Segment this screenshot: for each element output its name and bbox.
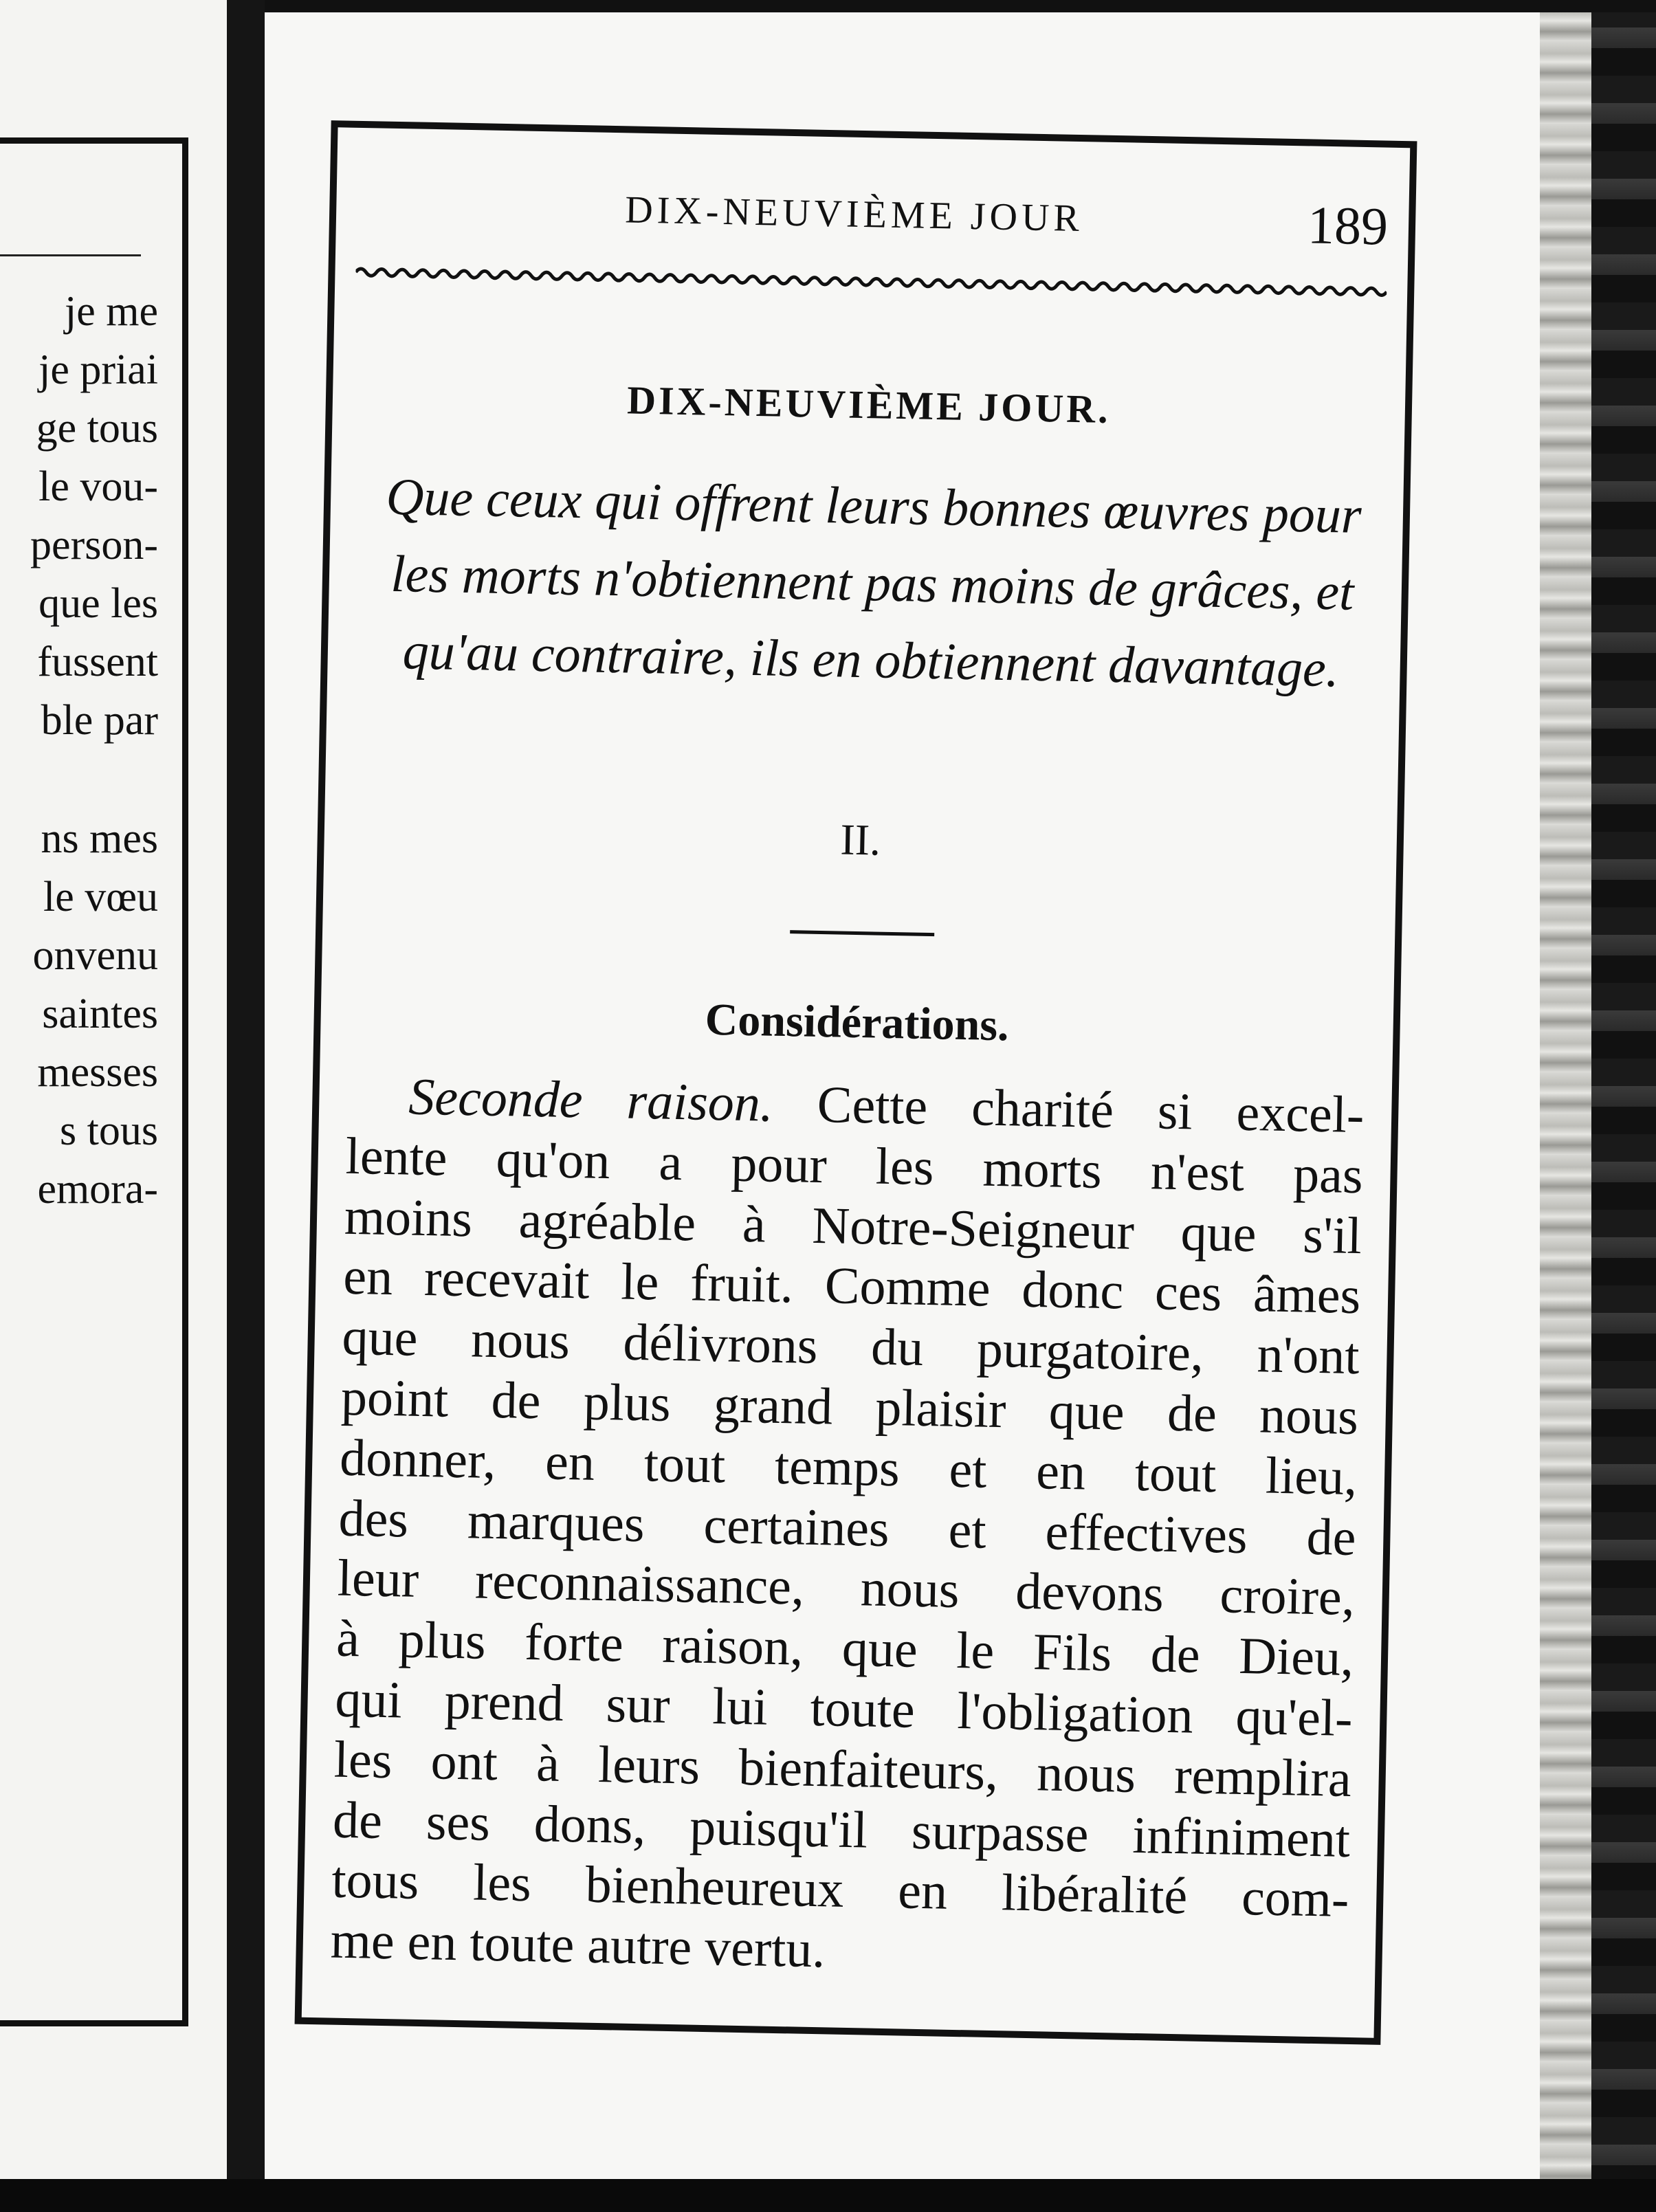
previous-page-rule	[0, 254, 141, 256]
body-line: point de plus grand plaisir que de nous	[340, 1368, 1359, 1446]
ornamental-wavy-rule	[355, 262, 1387, 302]
body-line: me en toute autre vertu.	[330, 1911, 826, 1979]
page-frame	[295, 120, 1417, 2045]
section-number: II.	[839, 815, 881, 865]
body-line: leur reconnaissance, nous devons croire,	[337, 1549, 1356, 1627]
previous-page-line: saintes	[42, 991, 158, 1037]
previous-page-line: que les	[38, 580, 158, 627]
body-line: à plus forte raison, que le Fils de Dieu,	[335, 1609, 1354, 1688]
current-page	[265, 0, 1591, 2212]
section-divider	[790, 930, 934, 936]
previous-page	[0, 0, 227, 2212]
body-line: qui prend sur lui toute l'obligation qu'el-	[334, 1670, 1354, 1747]
body-line: des marques certaines et effectives de	[338, 1489, 1357, 1567]
previous-page-line: je priai	[38, 346, 158, 393]
book-gutter	[227, 0, 265, 2212]
scan-top-shadow	[265, 0, 1656, 12]
chapter-subtitle: Que ceux qui offrent leurs bonnes œuvres pour les morts n'obtiennent pas moins de grâces, et qu'au contraire, ils en obtiennent davantage.	[385, 467, 1362, 698]
chapter-title: DIX-NEUVIÈME JOUR.	[626, 377, 1112, 432]
running-head	[335, 175, 1409, 258]
body-line: en recevait le fruit. Comme donc ces âmes	[342, 1248, 1361, 1325]
previous-page-line: ble par	[41, 697, 158, 744]
previous-page-line: le vou-	[38, 463, 158, 510]
body-line: que nous délivrons du purgatoire, n'ont	[341, 1307, 1360, 1386]
body-line: les ont à leurs bienfaiteurs, nous remplira	[333, 1730, 1352, 1808]
previous-page-line: s tous	[60, 1107, 158, 1154]
body-line: moins agréable à Notre-Seigneur que s'il	[344, 1187, 1362, 1265]
scan-edge-shadow	[1591, 0, 1656, 2212]
scan-bottom-shadow	[0, 2179, 1656, 2212]
previous-page-line: fussent	[37, 639, 158, 685]
running-title: DIX-NEUVIÈME JOUR	[624, 188, 1084, 241]
previous-page-line: messes	[37, 1049, 158, 1096]
previous-page-line: ns mes	[41, 815, 158, 862]
body-line: donner, en tout temps et en tout lieu,	[339, 1428, 1358, 1506]
previous-page-line: person-	[30, 522, 158, 568]
previous-page-line: emora-	[37, 1166, 158, 1213]
body-line: lente qu'on a pour les morts n'est pas	[345, 1127, 1364, 1204]
page-number: 189	[1307, 195, 1389, 256]
section-heading: Considérations.	[705, 994, 1010, 1051]
previous-page-line: onvenu	[32, 932, 158, 979]
body-line: de ses dons, puisqu'il surpasse infiniment	[332, 1791, 1351, 1868]
body-text	[330, 1066, 1365, 1991]
previous-page-line: le vœu	[43, 874, 158, 920]
body-line-text: Cette charité si excel-	[817, 1075, 1365, 1144]
previous-page-line: je me	[65, 288, 158, 335]
page-stack-edge	[1540, 0, 1591, 2212]
body-line: tous les bienheureux en libéralité com-	[331, 1850, 1350, 1929]
previous-page-line: ge tous	[36, 405, 158, 452]
body-lead: Seconde raison.	[408, 1068, 774, 1133]
